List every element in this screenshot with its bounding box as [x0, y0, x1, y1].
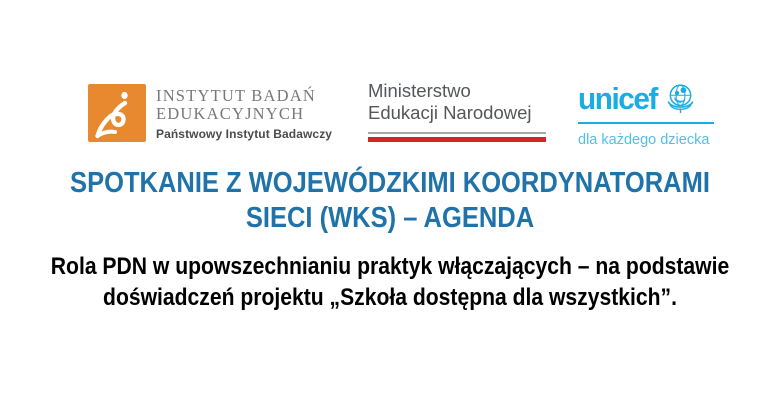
- ibe-tagline: Państwowy Instytut Badawczy: [156, 127, 333, 141]
- unicef-tagline: dla każdego dziecka: [578, 132, 710, 148]
- unicef-wordmark: unicef: [578, 80, 658, 116]
- ibe-logo: [88, 84, 332, 142]
- ibe-logo-icon: [88, 84, 146, 142]
- men-name-line2: Edukacji Narodowej: [368, 102, 532, 123]
- page-subtitle-line1: Rola PDN w upowszechnianiu praktyk włączających – na podstawie: [50, 253, 730, 280]
- unicef-logo: [578, 80, 716, 148]
- unicef-emblem-icon: [662, 80, 699, 117]
- men-name-line1: Ministerstwo: [368, 80, 471, 101]
- poland-flag-icon: [368, 132, 546, 142]
- page-subtitle-line2: doświadczeń projektu „Szkoła dostępna dla wszystkich”.: [103, 284, 677, 311]
- ibe-logo-text: [156, 84, 332, 141]
- page-title: [0, 166, 780, 236]
- page-title-line2: SIECI (WKS) – AGENDA: [245, 202, 535, 234]
- unicef-divider: [578, 122, 714, 124]
- ibe-name-line2: EDUKACYJNYCH: [156, 104, 305, 123]
- men-logo: [368, 80, 548, 142]
- page-subtitle: [0, 251, 780, 313]
- logos-row: [0, 0, 780, 160]
- page-title-line1: SPOTKANIE Z WOJEWÓDZKIMI KOORDYNATORAMI: [70, 167, 710, 199]
- ibe-name-line1: INSTYTUT BADAŃ: [156, 86, 316, 105]
